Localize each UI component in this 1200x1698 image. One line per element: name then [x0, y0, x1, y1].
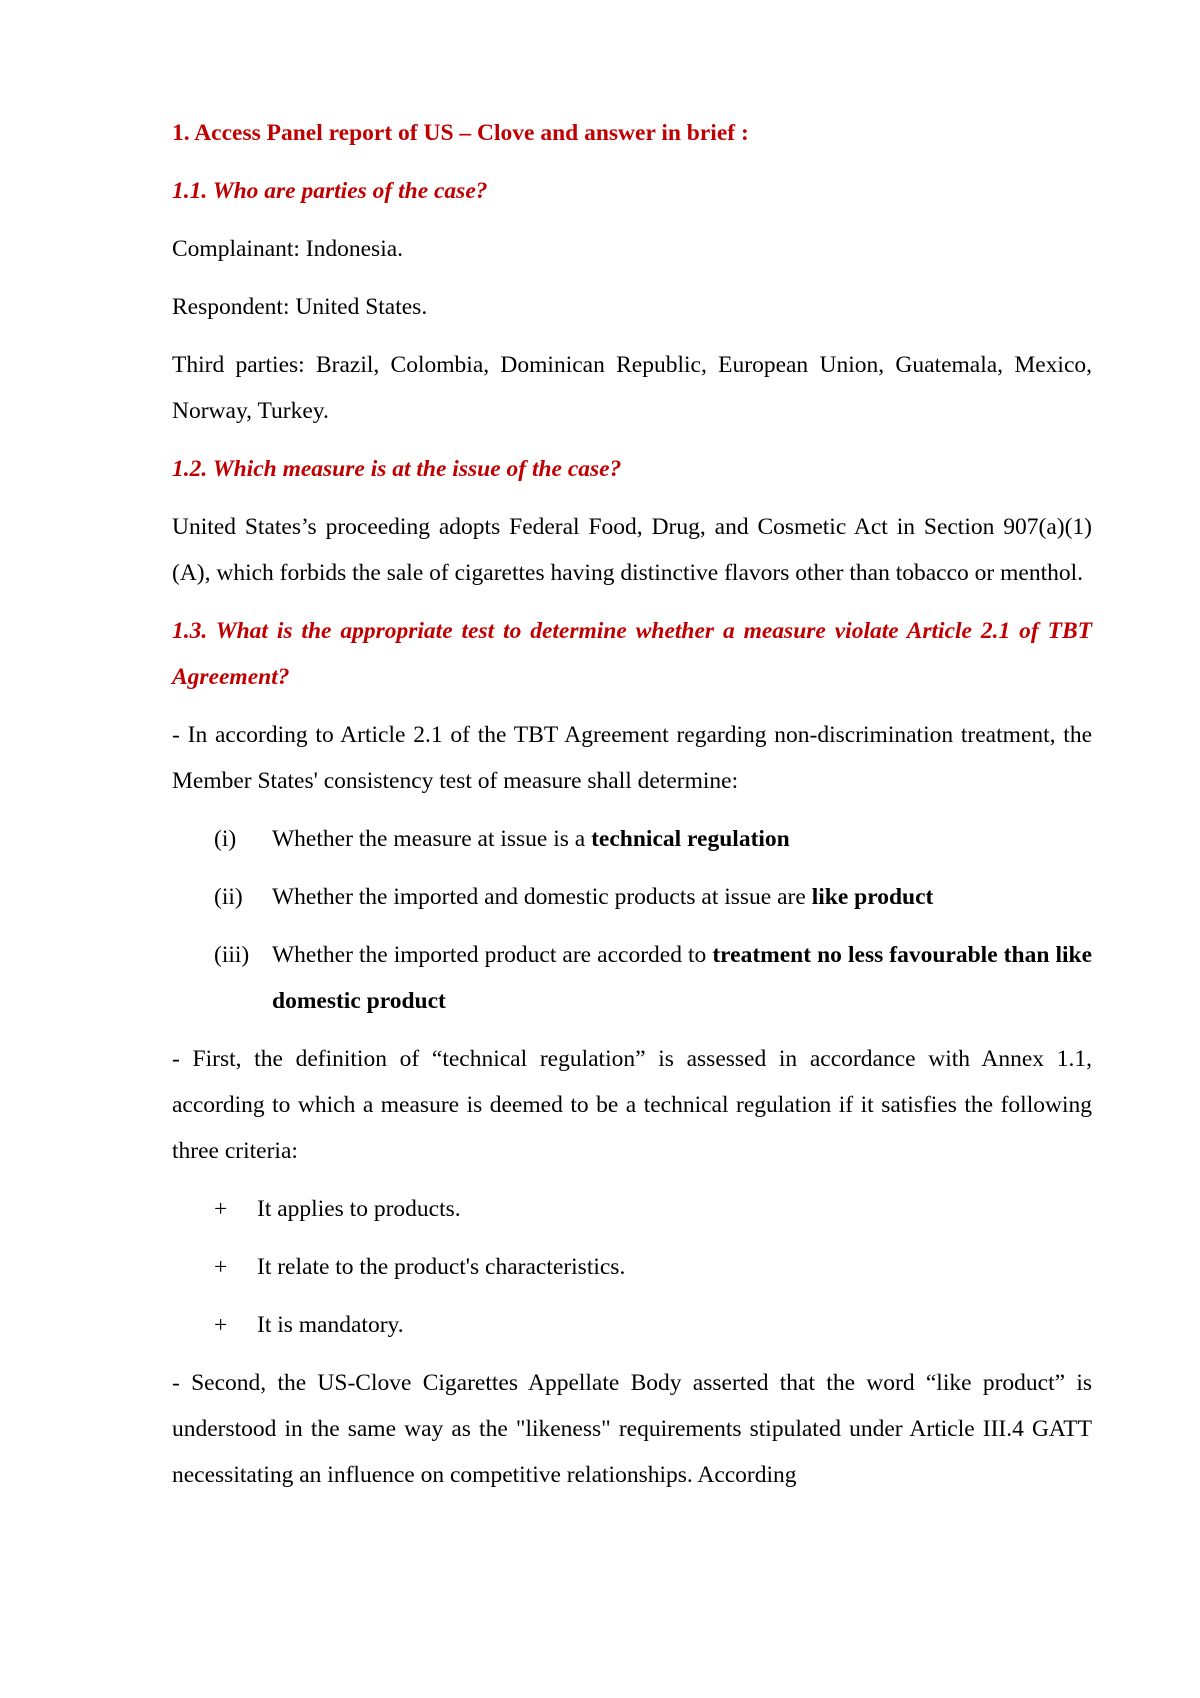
bullet-plus: + [214, 1196, 228, 1222]
list-marker: (iii) [214, 942, 250, 968]
question-1-2: 1.2. Which measure is at the issue of the case? [172, 456, 622, 482]
list-marker: (ii) [214, 884, 243, 910]
criteria-item-3 [172, 1302, 1092, 1348]
list-marker: (i) [214, 826, 237, 852]
respondent-line: Respondent: United States. [172, 294, 428, 320]
answer-1-2: United States’s proceeding adopts Federal Food, Drug, and Cosmetic Act in Section 907(a)(1)(A), which forbids the sale of cigarettes having distinctive flavors other than tobacco or menthol. [172, 514, 1092, 586]
list-text: It relate to the product's characteristics. [257, 1254, 626, 1280]
bullet-plus: + [214, 1312, 228, 1338]
second-paragraph: - Second, the US-Clove Cigarettes Appellate Body asserted that the word “like product” is understood in the same way as the "likeness" requirements stipulated under Article III.4 GATT necessitating an influence on competitive relationships. According [172, 1370, 1092, 1488]
test-item-2 [172, 874, 1092, 920]
question-1-1: 1.1. Who are parties of the case? [172, 178, 488, 204]
answer-1-3-intro: - In according to Article 2.1 of the TBT Agreement regarding non-discrimination treatment, the Member States' consistency test of measure shall determine: [172, 722, 1092, 794]
bullet-plus: + [214, 1254, 228, 1280]
test-item-1 [172, 816, 1092, 862]
question-1-3: 1.3. What is the appropriate test to determine whether a measure violate Article 2.1 of TBT Agreement? [172, 618, 1092, 690]
complainant-line: Complainant: Indonesia. [172, 236, 404, 262]
criteria-item-2 [172, 1244, 1092, 1290]
list-text: Whether the imported and domestic products at issue are like product [272, 884, 934, 910]
criteria-item-1 [172, 1186, 1092, 1232]
main-heading: 1. Access Panel report of US – Clove and answer in brief : [172, 120, 749, 146]
list-text: Whether the imported product are accorded to treatment no less favourable than like domestic product [272, 942, 1092, 1014]
list-text: It is mandatory. [257, 1312, 404, 1338]
list-text: Whether the measure at issue is a technical regulation [272, 826, 790, 852]
test-item-3 [172, 932, 1092, 1024]
third-parties-line: Third parties: Brazil, Colombia, Dominican Republic, European Union, Guatemala, Mexico, Norway, Turkey. [172, 352, 1092, 424]
document-body [172, 110, 1092, 1510]
list-text: It applies to products. [257, 1196, 461, 1222]
first-paragraph: - First, the definition of “technical regulation” is assessed in accordance with Annex 1.1, according to which a measure is deemed to be a technical regulation if it satisfies the following three criteria: [172, 1046, 1092, 1164]
